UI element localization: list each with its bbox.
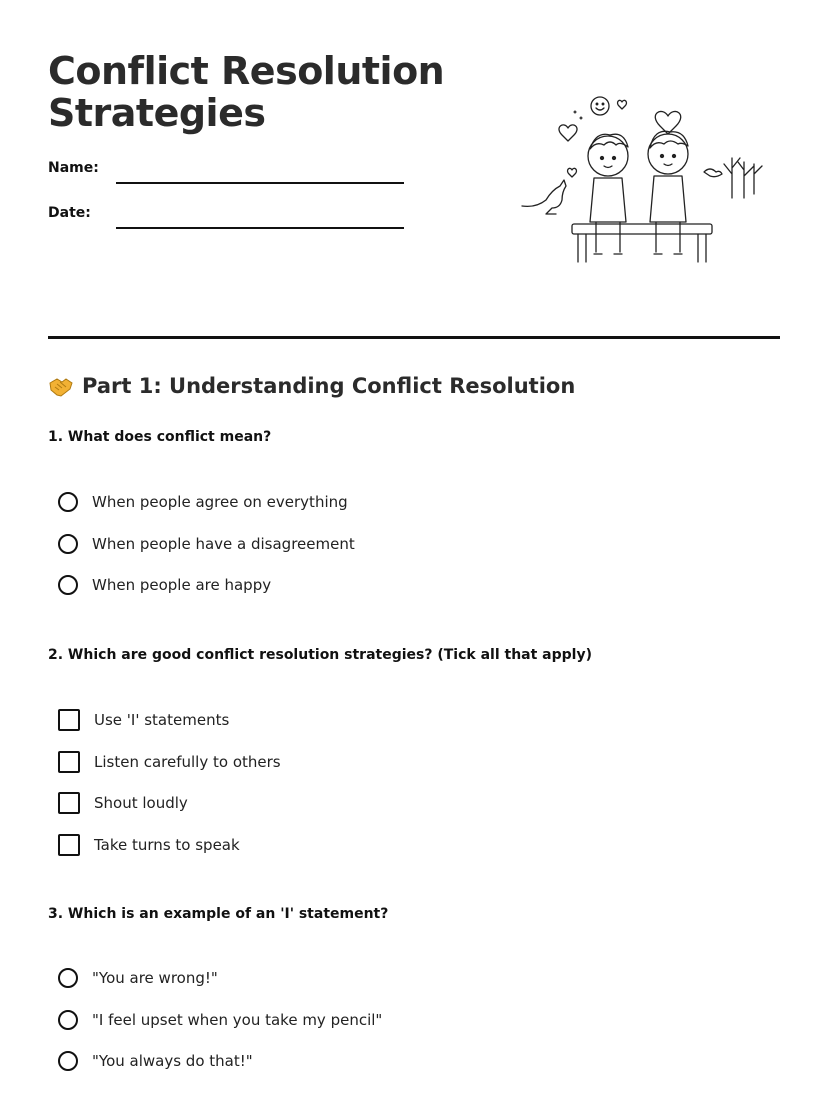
date-label: Date: xyxy=(48,205,91,221)
checkbox[interactable] xyxy=(58,792,80,814)
handshake-icon xyxy=(48,375,74,397)
checkbox[interactable] xyxy=(58,751,80,773)
option-label: Take turns to speak xyxy=(94,836,240,854)
heart-icon xyxy=(617,100,626,109)
date-write-line[interactable] xyxy=(116,227,404,229)
title-line-2: Strategies xyxy=(48,91,266,135)
radio-button[interactable] xyxy=(58,575,78,595)
q3-option-2[interactable] xyxy=(58,1010,382,1030)
option-label: Shout loudly xyxy=(94,794,188,812)
date-field[interactable] xyxy=(48,205,408,235)
question-3: 3. Which is an example of an 'I' statement? xyxy=(48,906,389,922)
option-label: Listen carefully to others xyxy=(94,753,281,771)
q3-option-3[interactable] xyxy=(58,1051,253,1071)
q2-option-2[interactable] xyxy=(58,751,281,773)
q3-option-1[interactable] xyxy=(58,968,218,988)
bird-icon xyxy=(704,169,722,177)
kangaroo-icon xyxy=(522,180,566,214)
name-field[interactable] xyxy=(48,160,408,190)
tree-icon xyxy=(724,158,762,198)
q2-option-4[interactable] xyxy=(58,834,240,856)
option-label: When people agree on everything xyxy=(92,493,348,511)
name-write-line[interactable] xyxy=(116,182,404,184)
radio-button[interactable] xyxy=(58,1010,78,1030)
checkbox[interactable] xyxy=(58,709,80,731)
title-line-1: Conflict Resolution xyxy=(48,49,445,93)
radio-button[interactable] xyxy=(58,1051,78,1071)
q1-option-2[interactable] xyxy=(58,534,355,554)
q2-option-3[interactable] xyxy=(58,792,188,814)
heart-icon xyxy=(655,111,680,134)
checkbox[interactable] xyxy=(58,834,80,856)
two-children-on-bench-illustration xyxy=(518,94,768,270)
section-divider xyxy=(48,336,780,339)
q1-option-3[interactable] xyxy=(58,575,271,595)
option-label: "You are wrong!" xyxy=(92,969,218,987)
part1-heading xyxy=(48,374,575,398)
option-label: Use 'I' statements xyxy=(94,711,230,729)
part1-title: Part 1: Understanding Conflict Resolution xyxy=(82,374,576,398)
name-label: Name: xyxy=(48,160,99,176)
heart-icon xyxy=(559,125,577,141)
option-label: "I feel upset when you take my pencil" xyxy=(92,1011,383,1029)
radio-button[interactable] xyxy=(58,534,78,554)
q1-option-1[interactable] xyxy=(58,492,348,512)
radio-button[interactable] xyxy=(58,968,78,988)
question-1: 1. What does conflict mean? xyxy=(48,429,272,445)
page-title xyxy=(48,50,444,134)
question-2: 2. Which are good conflict resolution strategies? (Tick all that apply) xyxy=(48,647,592,663)
option-label: "You always do that!" xyxy=(92,1052,253,1070)
radio-button[interactable] xyxy=(58,492,78,512)
q2-option-1[interactable] xyxy=(58,709,229,731)
option-label: When people are happy xyxy=(92,576,272,594)
heart-icon xyxy=(567,168,576,177)
option-label: When people have a disagreement xyxy=(92,535,355,553)
smiley-icon xyxy=(591,97,609,115)
